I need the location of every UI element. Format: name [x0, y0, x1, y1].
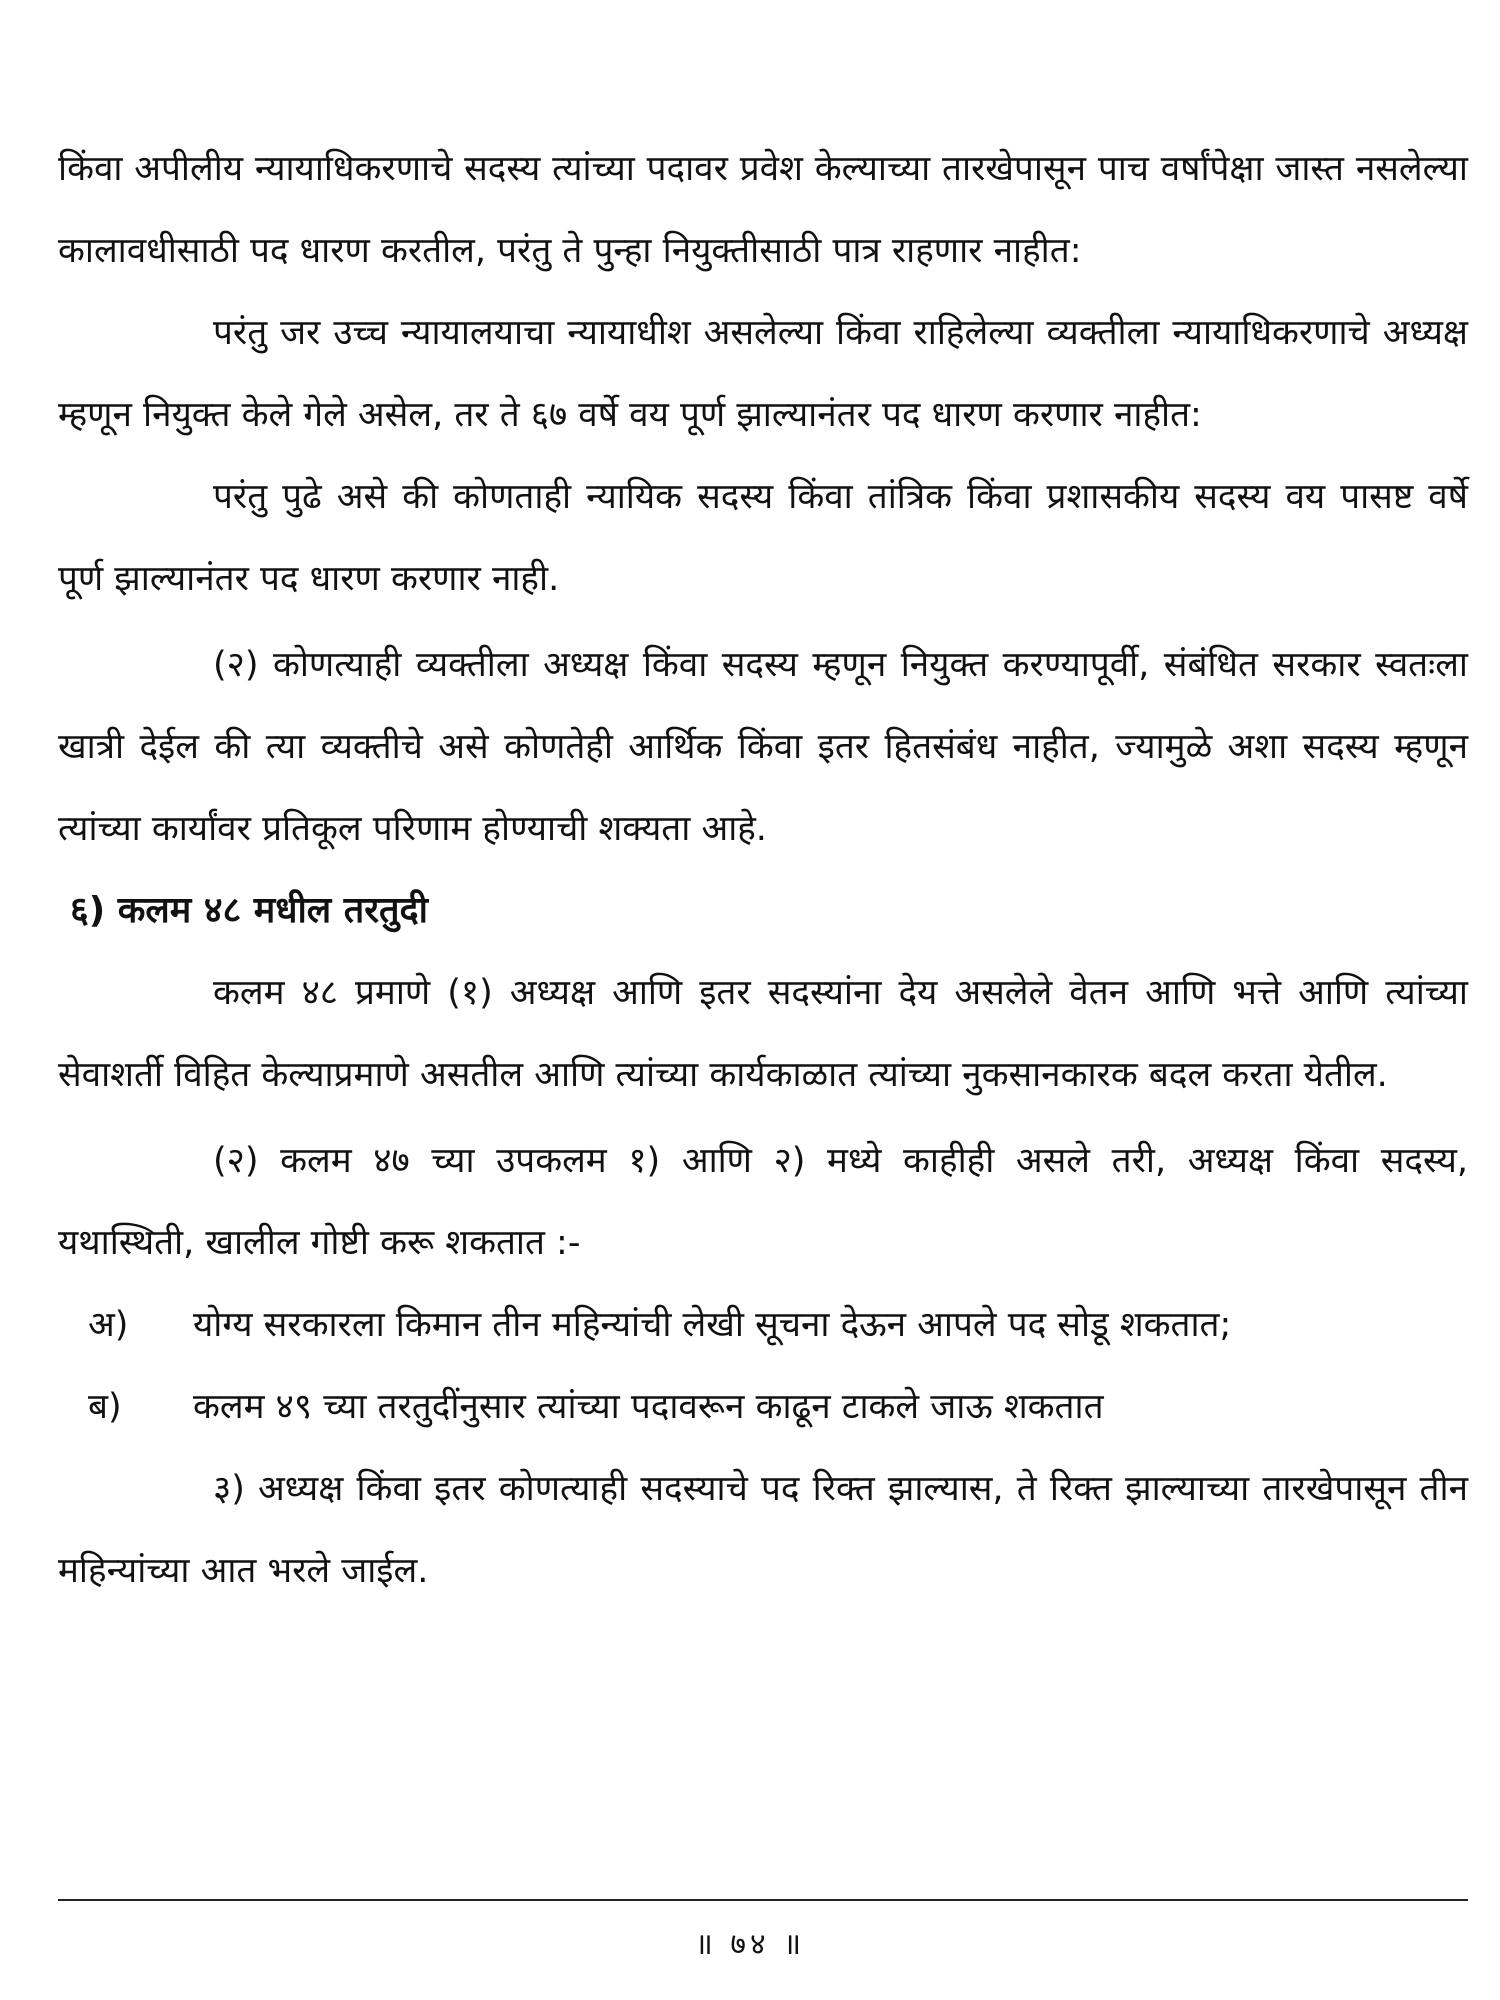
- paragraph-member-age-limit: परंतु पुढे असे की कोणताही न्यायिक सदस्य किंवा तांत्रिक किंवा प्रशासकीय सदस्य वय पासष्ट वर्षे पूर्ण झाल्यानंतर पद धारण करणार नाही.: [58, 477, 1468, 599]
- paragraph-salary-allowances: कलम ४८ प्रमाणे (१) अध्यक्ष आणि इतर सदस्यांना देय असलेले वेतन आणि भत्ते आणि त्यांच्या सेवाशर्ती विहित केल्याप्रमाणे असतील आणि त्यांच्या कार्यकाळात त्यांच्या नुकसानकारक बदल करता येतील.: [58, 973, 1468, 1095]
- paragraph-conflict-of-interest: (२) कोणत्याही व्यक्तीला अध्यक्ष किंवा सदस्य म्हणून नियुक्त करण्यापूर्वी, संबंधित सरकार स्वतःला खात्री देईल की त्या व्यक्तीचे असे कोणतेही आर्थिक किंवा इतर हितसंबंध नाहीत, ज्यामुळे अशा सदस्य म्हणून त्यांच्या कार्यांवर प्रतिकूल परिणाम होण्याची शक्यता आहे.: [58, 645, 1468, 849]
- list-marker: अ): [88, 1305, 129, 1345]
- page-number: ॥ ७४ ॥: [694, 1927, 806, 1962]
- footer-divider: [58, 1899, 1468, 1901]
- list-marker: ब): [88, 1387, 122, 1427]
- paragraph-term-of-office: किंवा अपीलीय न्यायाधिकरणाचे सदस्य त्यांच्या पदावर प्रवेश केल्याच्या तारखेपासून पाच वर्षांपेक्षा जास्त नसलेल्या कालावधीसाठी पद धारण करतील, परंतु ते पुन्हा नियुक्तीसाठी पात्र राहणार नाहीत:: [58, 149, 1468, 271]
- paragraph-resignation-removal: (२) कलम ४७ च्या उपकलम १) आणि २) मध्ये काहीही असले तरी, अध्यक्ष किंवा सदस्य, यथास्थिती, खालील गोष्टी करू शकतात :-: [58, 1141, 1468, 1263]
- paragraph-vacancy: ३) अध्यक्ष किंवा इतर कोणत्याही सदस्याचे पद रिक्त झाल्यास, ते रिक्त झाल्याच्या तारखेपासून तीन महिन्यांच्या आत भरले जाईल.: [58, 1469, 1468, 1591]
- paragraph-chairperson-age-limit: परंतु जर उच्च न्यायालयाचा न्यायाधीश असलेल्या किंवा राहिलेल्या व्यक्तीला न्यायाधिकरणाचे अध्यक्ष म्हणून नियुक्त केले गेले असेल, तर ते ६७ वर्षे वय पूर्ण झाल्यानंतर पद धारण करणार नाहीत:: [58, 313, 1468, 435]
- list-item-text: योग्य सरकारला किमान तीन महिन्यांची लेखी सूचना देऊन आपले पद सोडू शकतात;: [193, 1305, 1232, 1345]
- list-item-resign: [58, 1284, 1468, 1366]
- section-heading-clause-48: ६) कलम ४८ मधील तरतुदी: [70, 890, 428, 931]
- list-item-removal: [58, 1366, 1468, 1448]
- list-item-text: कलम ४९ च्या तरतुदींनुसार त्यांच्या पदावरून काढून टाकले जाऊ शकतात: [193, 1387, 1104, 1427]
- document-body: [58, 128, 1468, 1612]
